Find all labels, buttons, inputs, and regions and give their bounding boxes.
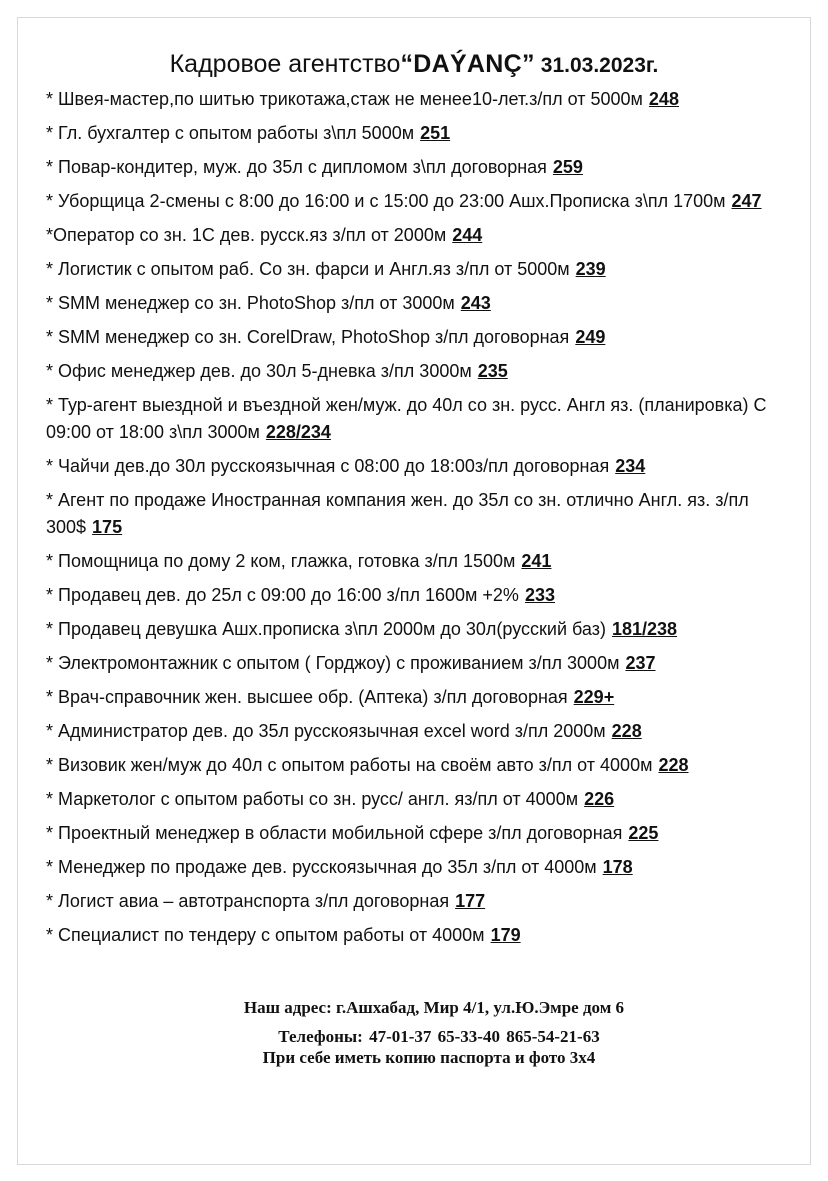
vacancy-item	[46, 358, 786, 392]
vacancy-item	[46, 290, 786, 324]
vacancy-item	[46, 453, 786, 487]
vacancy-item	[46, 752, 786, 786]
vacancy-item	[46, 820, 786, 854]
vacancy-text: * Гл. бухгалтер с опытом работы з\пл 5000м	[46, 123, 415, 143]
vacancy-text: * Специалист по тендеру с опытом работы от 4000м	[46, 925, 485, 945]
phones-line: Телефоны: 47-01-37 65-33-40 865-54-21-63	[278, 1027, 600, 1046]
vacancy-code: 181/238	[611, 619, 678, 639]
vacancy-code: 248	[648, 89, 679, 109]
vacancy-code: 226	[584, 789, 615, 809]
vacancy-text: * Тур-агент выездной и въездной жен/муж. до 40л со зн. русс. Англ яз. (планировка) С 09:00 от 18:00 з\пл 3000м	[46, 395, 767, 442]
vacancy-text: * Логист авиа – автотранспорта з/пл договорная	[46, 891, 450, 911]
vacancy-code: 247	[731, 191, 762, 211]
vacancy-item	[46, 684, 786, 718]
vacancy-code: 249	[575, 327, 606, 347]
vacancy-text: * Повар-кондитер, муж. до 35л с дипломом з\пл договорная	[46, 157, 547, 177]
vacancy-item	[46, 616, 786, 650]
vacancy-text: * Менеджер по продаже дев. русскоязычная до 35л з/пл от 4000м	[46, 857, 597, 877]
vacancy-code: 179	[490, 925, 521, 945]
vacancy-text: * Помощница по дому 2 ком, глажка, готовка з/пл 1500м	[46, 551, 516, 571]
agency-prefix: Кадровое агентство	[169, 50, 401, 78]
vacancy-code: 237	[625, 653, 656, 673]
vacancy-item	[46, 582, 786, 616]
vacancy-text: *Оператор со зн. 1С дев. русск.яз з/пл от 2000м	[46, 225, 447, 245]
vacancy-text: * Визовик жен/муж до 40л с опытом работы на своём авто з/пл от 4000м	[46, 755, 653, 775]
vacancy-item	[46, 650, 786, 684]
vacancy-text: * SMM менеджер со зн. CorelDraw, PhotoShop з/пл договорная	[46, 327, 570, 347]
vacancy-item	[46, 487, 786, 548]
vacancy-text: * Проектный менеджер в области мобильной сфере з/пл договорная	[46, 823, 623, 843]
vacancy-item	[46, 120, 786, 154]
vacancy-code: 233	[524, 585, 555, 605]
documents-note: При себе иметь копию паспорта и фото 3х4	[262, 1048, 596, 1067]
vacancy-text: * Агент по продаже Иностранная компания жен. до 35л со зн. отлично Англ. яз. з/пл 300$	[46, 490, 749, 537]
vacancy-code: 259	[552, 157, 583, 177]
contact-footer	[0, 998, 828, 1068]
vacancy-code: 177	[455, 891, 486, 911]
vacancy-item	[46, 188, 786, 222]
vacancy-item	[46, 154, 786, 188]
vacancy-code: 175	[92, 517, 123, 537]
vacancy-item	[46, 392, 786, 453]
vacancy-text: * SMM менеджер со зн. PhotoShop з/пл от 3000м	[46, 293, 455, 313]
vacancy-item	[46, 222, 786, 256]
vacancy-item	[46, 548, 786, 582]
vacancy-item	[46, 854, 786, 888]
vacancy-text: * Швея-мастер,по шитью трикотажа,стаж не менее10-лет.з/пл от 5000м	[46, 89, 643, 109]
vacancy-item	[46, 922, 786, 956]
vacancy-code: 229+	[573, 687, 615, 707]
vacancy-list	[46, 86, 786, 956]
vacancy-item	[46, 786, 786, 820]
vacancy-code: 244	[452, 225, 483, 245]
vacancy-code: 234	[615, 456, 646, 476]
vacancy-item	[46, 718, 786, 752]
vacancy-text: * Офис менеджер дев. до 30л 5-дневка з/пл 3000м	[46, 361, 472, 381]
vacancy-code: 239	[575, 259, 606, 279]
vacancy-text: * Логистик с опытом раб. Со зн. фарси и Англ.яз з/пл от 5000м	[46, 259, 570, 279]
vacancy-item	[46, 888, 786, 922]
vacancy-item	[46, 86, 786, 120]
vacancy-code: 228	[611, 721, 642, 741]
vacancy-text: * Продавец дев. до 25л с 09:00 до 16:00 з/пл 1600м +2%	[46, 585, 519, 605]
vacancy-code: 228/234	[265, 422, 331, 442]
vacancy-code: 243	[460, 293, 491, 313]
vacancy-text: * Электромонтажник с опытом ( Горджоу) с проживанием з/пл 3000м	[46, 653, 620, 673]
vacancy-code: 228	[658, 755, 689, 775]
vacancy-text: * Продавец девушка Ашх.прописка з\пл 2000м до 30л(русский баз)	[46, 619, 606, 639]
vacancy-code: 241	[521, 551, 552, 571]
vacancy-text: * Маркетолог с опытом работы со зн. русс/ англ. яз/пл от 4000м	[46, 789, 579, 809]
vacancy-item	[46, 256, 786, 290]
vacancy-text: * Врач-справочник жен. высшее обр. (Аптека) з/пл договорная	[46, 687, 568, 707]
vacancy-text: * Администратор дев. до 35л русскоязычная excel word з/пл 2000м	[46, 721, 606, 741]
document-date: 31.03.2023г.	[540, 54, 659, 77]
vacancy-text: * Уборщица 2-смены с 8:00 до 16:00 и с 15:00 до 23:00 Ашх.Прописка з\пл 1700м	[46, 191, 726, 211]
vacancy-item	[46, 324, 786, 358]
page-title	[0, 50, 828, 79]
vacancy-text: * Чайчи дев.до 30л русскоязычная с 08:00 до 18:00з/пл договорная	[46, 456, 610, 476]
vacancy-code: 235	[477, 361, 508, 381]
vacancy-code: 251	[420, 123, 451, 143]
address-line: Наш адрес: г.Ашхабад, Мир 4/1, ул.Ю.Эмре дом 6	[243, 998, 625, 1017]
vacancy-code: 178	[602, 857, 633, 877]
agency-name: “DAÝANÇ”	[400, 50, 535, 78]
vacancy-code: 225	[628, 823, 659, 843]
